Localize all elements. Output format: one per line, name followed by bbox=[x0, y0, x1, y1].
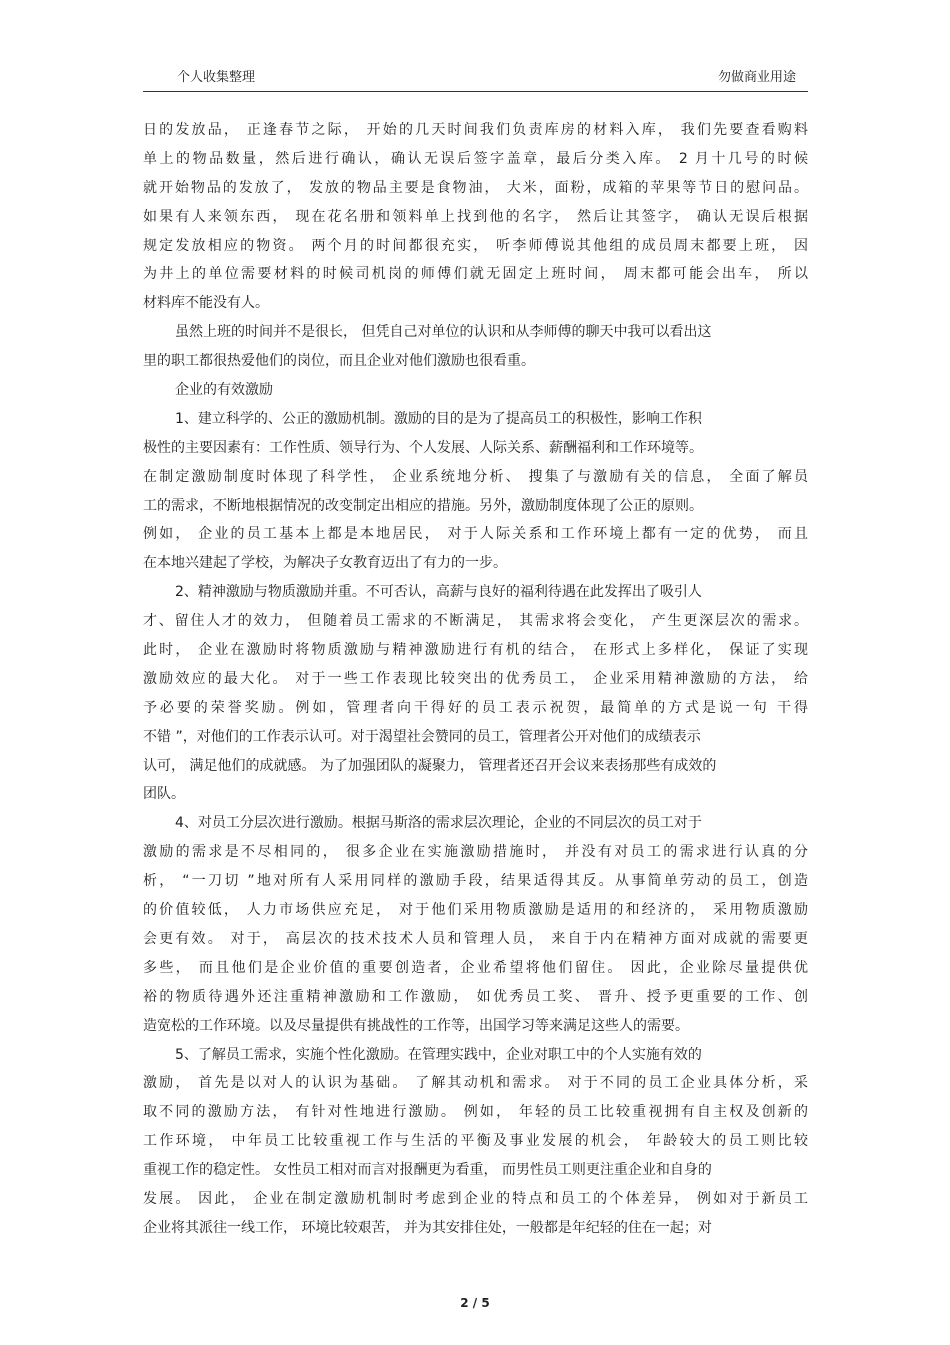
text-line: 2、精神激励与物质激励并重。不可否认，高薪与良好的福利待遇在此发挥出了吸引人 bbox=[175, 584, 702, 601]
text-line: 予必要的荣誉奖励。例如，管理者向干得好的员工表示祝贺，最简单的方式是说一句 干得 bbox=[143, 699, 808, 716]
text-line: 规定发放相应的物资。 两个月的时间都很充实， 听李师傅说其他组的成员周末都要上班， 因 bbox=[143, 237, 808, 254]
text-line: 企业将其派往一线工作， 环境比较艰苦， 并为其安排住处，一般都是年纪轻的住在一起；对 bbox=[143, 1219, 712, 1236]
text-line: 激励的需求是不尽相同的， 很多企业在实施激励措施时， 并没有对员工的需求进行认真的分 bbox=[143, 844, 808, 861]
text-line: 如果有人来领东西， 现在花名册和领料单上找到他的名字， 然后让其签字， 确认无误后根据 bbox=[143, 208, 808, 225]
text-line: 裕的物质待遇外还注重精神激励和工作激励， 如优秀员工奖、 晋升、授予更重要的工作、创 bbox=[143, 988, 808, 1005]
text-line: 会更有效。 对于， 高层次的技术技术人员和管理人员， 来自于内在精神方面对成就的需要更 bbox=[143, 930, 808, 947]
text-line: 激励， 首先是以对人的认识为基础。 了解其动机和需求。 对于不同的员工企业具体分析，采 bbox=[143, 1075, 808, 1092]
text-line: 企业的有效激励 bbox=[175, 382, 273, 399]
text-line: 不错 ”，对他们的工作表示认可。对于渴望社会赞同的员工，管理者公开对他们的成绩表示 bbox=[143, 728, 701, 745]
text-line: 重视工作的稳定性。 女性员工相对而言对报酬更为看重， 而男性员工则更注重企业和自身的 bbox=[143, 1162, 712, 1179]
text-line: 里的职工都很热爱他们的岗位，而且企业对他们激励也很看重。 bbox=[143, 353, 535, 370]
text-line: 才、留住人才的效力， 但随着员工需求的不断满足， 其需求将会变化， 产生更深层次的需求。 bbox=[143, 613, 808, 630]
page-number: 2 / 5 bbox=[460, 1296, 490, 1310]
text-line: 团队。 bbox=[143, 786, 185, 803]
header-left-text: 个人收集整理 bbox=[177, 70, 256, 85]
text-line: 认可， 满足他们的成就感。 为了加强团队的凝聚力， 管理者还召开会议来表扬那些有成效的 bbox=[143, 757, 717, 774]
document-body bbox=[143, 116, 808, 1243]
text-line: 析， “一刀切 ”地对所有人采用同样的激励手段，结果适得其反。从事简单劳动的员工，创造 bbox=[143, 873, 808, 890]
text-line: 此时， 企业在激励时将物质激励与精神激励进行有机的结合， 在形式上多样化， 保证了实现 bbox=[143, 642, 808, 659]
text-line: 发展。 因此， 企业在制定激励机制时考虑到企业的特点和员工的个体差异， 例如对于新员工 bbox=[143, 1190, 808, 1207]
text-line: 取不同的激励方法， 有针对性地进行激励。 例如， 年轻的员工比较重视拥有自主权及创新的 bbox=[143, 1104, 808, 1121]
text-line: 工作环境， 中年员工比较重视工作与生活的平衡及事业发展的机会， 年龄较大的员工则比较 bbox=[143, 1133, 808, 1150]
header-right-text: 勿做商业用途 bbox=[717, 70, 796, 85]
page-header bbox=[143, 64, 808, 92]
text-line: 造宽松的工作环境。以及尽量提供有挑战性的工作等，出国学习等来满足这些人的需要。 bbox=[143, 1017, 689, 1034]
text-line: 日的发放品， 正逢春节之际， 开始的几天时间我们负责库房的材料入库， 我们先要查看购料 bbox=[143, 122, 808, 138]
text-line: 多些， 而且他们是企业价值的重要创造者，企业希望将他们留住。 因此，企业除尽量提供优 bbox=[143, 959, 808, 976]
text-line: 为井上的单位需要材料的时候司机岗的师傅们就无固定上班时间， 周末都可能会出车， 所以 bbox=[143, 266, 808, 283]
text-line: 5、了解员工需求，实施个性化激励。在管理实践中，企业对职工中的个人实施有效的 bbox=[175, 1046, 702, 1063]
text-line: 工的需求，不断地根据情况的改变制定出相应的措施。另外，激励制度体现了公正的原则。 bbox=[143, 497, 703, 514]
text-line: 在本地兴建起了学校，为解决子女教育迈出了有力的一步。 bbox=[143, 555, 507, 572]
text-line: 的价值较低， 人力市场供应充足， 对于他们采用物质激励是适用的和经济的， 采用物质激励 bbox=[143, 902, 808, 919]
text-line: 例如， 企业的员工基本上都是本地居民， 对于人际关系和工作环境上都有一定的优势， 而且 bbox=[143, 526, 808, 543]
text-line: 在制定激励制度时体现了科学性， 企业系统地分析、 搜集了与激励有关的信息， 全面了解员 bbox=[143, 468, 808, 485]
text-line: 4、对员工分层次进行激励。根据马斯洛的需求层次理论，企业的不同层次的员工对于 bbox=[175, 815, 702, 832]
text-line: 极性的主要因素有：工作性质、领导行为、个人发展、人际关系、薪酬福利和工作环境等。 bbox=[143, 439, 703, 456]
text-line: 虽然上班的时间并不是很长， 但凭自己对单位的认识和从李师傅的聊天中我可以看出这 bbox=[175, 324, 712, 341]
text-line: 就开始物品的发放了， 发放的物品主要是食物油， 大米，面粉，成箱的苹果等节日的慰问品。 bbox=[143, 179, 808, 196]
text-line: 1、建立科学的、公正的激励机制。激励的目的是为了提高员工的积极性，影响工作积 bbox=[175, 410, 702, 427]
header-divider bbox=[143, 91, 808, 92]
text-line: 单上的物品数量，然后进行确认，确认无误后签字盖章，最后分类入库。 2 月十几号的时候 bbox=[143, 150, 808, 167]
text-line: 材料库不能没有人。 bbox=[143, 295, 269, 312]
text-line: 激励效应的最大化。 对于一些工作表现比较突出的优秀员工， 企业采用精神激励的方法， 给 bbox=[143, 670, 808, 687]
